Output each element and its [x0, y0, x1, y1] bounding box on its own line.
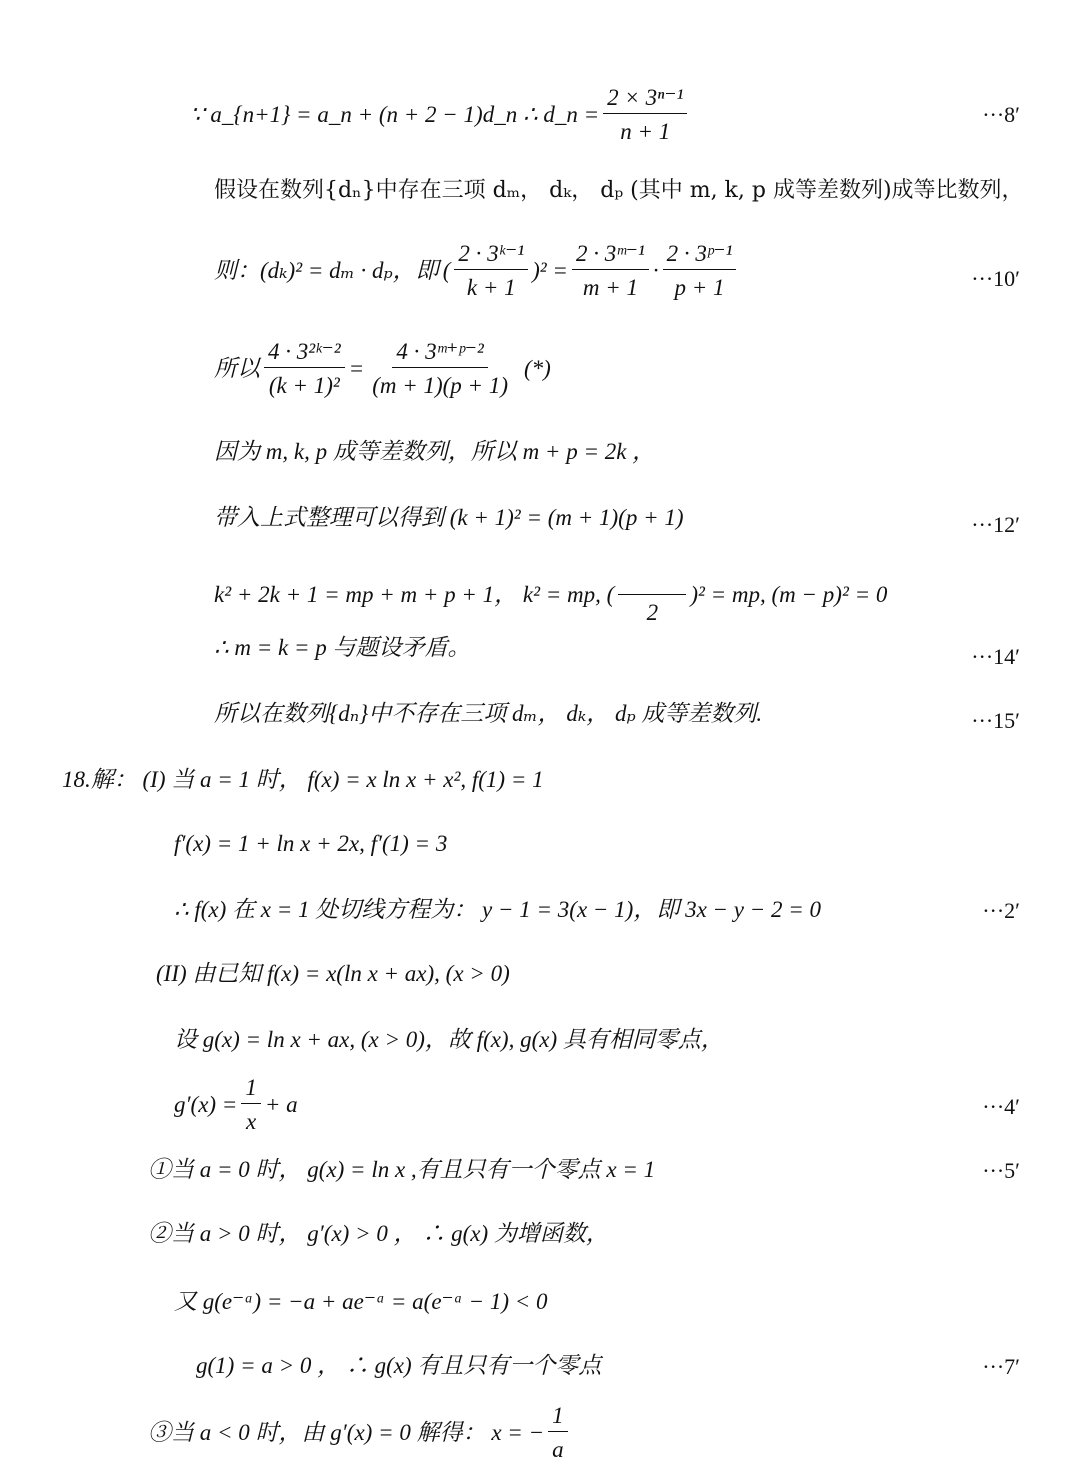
- dot-operator: ·: [652, 258, 659, 283]
- text-line-17: [148, 1222, 609, 1245]
- score-mark: ···5′: [982, 1158, 1020, 1183]
- fraction-denominator: (k + 1)²: [268, 373, 340, 398]
- score-mark: ···14′: [971, 644, 1020, 669]
- equation-line-7: [214, 564, 887, 624]
- text: f′(x) = 1 + ln x + 2x, f′(1) = 3: [174, 831, 448, 856]
- fraction: [618, 564, 686, 624]
- equation-line-20: [148, 1404, 572, 1461]
- fraction-numerator: 4 · 3ᵐ⁺ᵖ⁻²: [392, 340, 488, 368]
- equation-text: 则：(dₖ)² = dₘ · dₚ，即: [214, 258, 439, 283]
- text: ②当 a > 0 时， g′(x) > 0 ， ∴ g(x) 为增函数，: [148, 1221, 609, 1246]
- text: ∴ m = k = p 与题设矛盾。: [214, 635, 471, 660]
- fraction-denominator: x: [245, 1109, 257, 1134]
- equation-text: 所以: [214, 356, 260, 381]
- fraction-numerator: 1: [548, 1404, 568, 1432]
- score-mark: ···12′: [971, 512, 1020, 537]
- equation-text: k² + 2k + 1 = mp + m + p + 1， k² = mp, (: [214, 581, 615, 607]
- equation-text: ∵ a_{n+1} = a_n + (n + 2 − 1)d_n ∴ d_n =: [190, 102, 600, 127]
- text-line-5: [214, 440, 655, 463]
- score-mark: ···4′: [982, 1094, 1020, 1119]
- text: 带入上式整理可以得到 (k + 1)² = (m + 1)(p + 1): [214, 505, 684, 530]
- text-line-8: [214, 636, 471, 659]
- text-line-13: [156, 962, 510, 985]
- fraction: [264, 340, 345, 397]
- fraction-numerator: 4 · 3²ᵏ⁻²: [264, 340, 345, 368]
- fraction: [454, 242, 528, 299]
- text-line-19: [196, 1354, 601, 1377]
- text: 设 g(x) = ln x + ax, (x > 0)，故 f(x), g(x) 具有相同零点，: [174, 1027, 724, 1052]
- text: 假设在数列{dₙ}中存在三项 dₘ， dₖ， dₚ (其中 m, k, p 成等差数列)成等比数列，: [214, 178, 1024, 203]
- equals-sign: =: [348, 356, 365, 381]
- fraction-denominator: p + 1: [674, 275, 725, 300]
- text: 因为 m, k, p 成等差数列，所以 m + p = 2k ，: [214, 439, 656, 464]
- problem-18-heading: [62, 768, 544, 791]
- text-line-14: [174, 1028, 724, 1051]
- equation-text: ③当 a < 0 时，由 g′(x) = 0 解得： x = −: [148, 1420, 545, 1445]
- equation-line-4: [214, 340, 551, 397]
- fraction-denominator: (m + 1)(p + 1): [372, 373, 508, 398]
- fraction-denominator: n + 1: [620, 119, 671, 144]
- equation-line-1: [190, 86, 691, 143]
- fraction-denominator: 2: [646, 600, 659, 625]
- fraction: [663, 242, 737, 299]
- text: 所以在数列{dₙ}中不存在三项 dₘ， dₖ， dₚ 成等差数列.: [214, 701, 763, 726]
- fraction-numerator-blank: [618, 564, 686, 595]
- fraction: [241, 1076, 261, 1133]
- equation-tag: (*): [523, 356, 551, 381]
- score-mark: ···7′: [982, 1354, 1020, 1379]
- equation-text: + a: [264, 1092, 298, 1117]
- fraction: [603, 86, 687, 143]
- score-mark: ···2′: [982, 898, 1020, 923]
- equation-text: )² =: [532, 258, 568, 283]
- fraction: [368, 340, 512, 397]
- text: 又 g(e⁻ᵃ) = −a + ae⁻ᵃ = a(e⁻ᵃ − 1) < 0: [174, 1289, 548, 1314]
- text: ①当 a = 0 时， g(x) = ln x ,有且只有一个零点 x = 1: [148, 1157, 656, 1182]
- equation-line-15: [174, 1076, 298, 1133]
- score-mark: ···15′: [971, 708, 1020, 733]
- score-mark: ···8′: [982, 102, 1020, 127]
- fraction-denominator: k + 1: [466, 275, 516, 300]
- text-line-18: [174, 1290, 548, 1313]
- fraction: [548, 1404, 568, 1461]
- text: ∴ f(x) 在 x = 1 处切线方程为： y − 1 = 3(x − 1)，即 3x − y − 2 = 0: [174, 897, 822, 922]
- text-line-6: [214, 506, 684, 529]
- text-line-12: [174, 898, 821, 921]
- fraction-numerator: 2 · 3ᵏ⁻¹: [454, 242, 528, 270]
- fraction-numerator: 2 × 3ⁿ⁻¹: [603, 86, 687, 114]
- equation-line-3: 则：(dₖ)² = dₘ · dₚ，即 ( $\frac{\text{2 · 3ᵏ⁻¹}}{k + 1}$ )² = $\frac{\text{2 · 3ᵐ⁻¹}}{m + 1}$ · $\frac{\text{2 · 3ᵖ⁻¹}}{p + 1}$: [214, 242, 740, 299]
- text: 18.解： (I) 当 a = 1 时， f(x) = x ln x + x², f(1) = 1: [62, 767, 544, 792]
- text-line-9: [214, 702, 762, 725]
- fraction-denominator: m + 1: [582, 275, 638, 300]
- text: g(1) = a > 0 ， ∴ g(x) 有且只有一个零点: [196, 1353, 602, 1378]
- equation-text: )² = mp, (m − p)² = 0: [690, 581, 888, 607]
- text-line-2: [214, 180, 1024, 202]
- score-mark: ···10′: [971, 266, 1020, 291]
- fraction: [572, 242, 649, 299]
- text-line-11: [174, 832, 447, 855]
- fraction-numerator: 1: [241, 1076, 261, 1104]
- fraction-denominator: a: [552, 1437, 564, 1462]
- text-line-16: [148, 1158, 655, 1181]
- fraction-numerator: 2 · 3ᵐ⁻¹: [572, 242, 649, 270]
- fraction-numerator: 2 · 3ᵖ⁻¹: [663, 242, 737, 270]
- text: (II) 由已知 f(x) = x(ln x + ax), (x > 0): [156, 961, 510, 986]
- equation-text: g′(x) =: [174, 1092, 238, 1117]
